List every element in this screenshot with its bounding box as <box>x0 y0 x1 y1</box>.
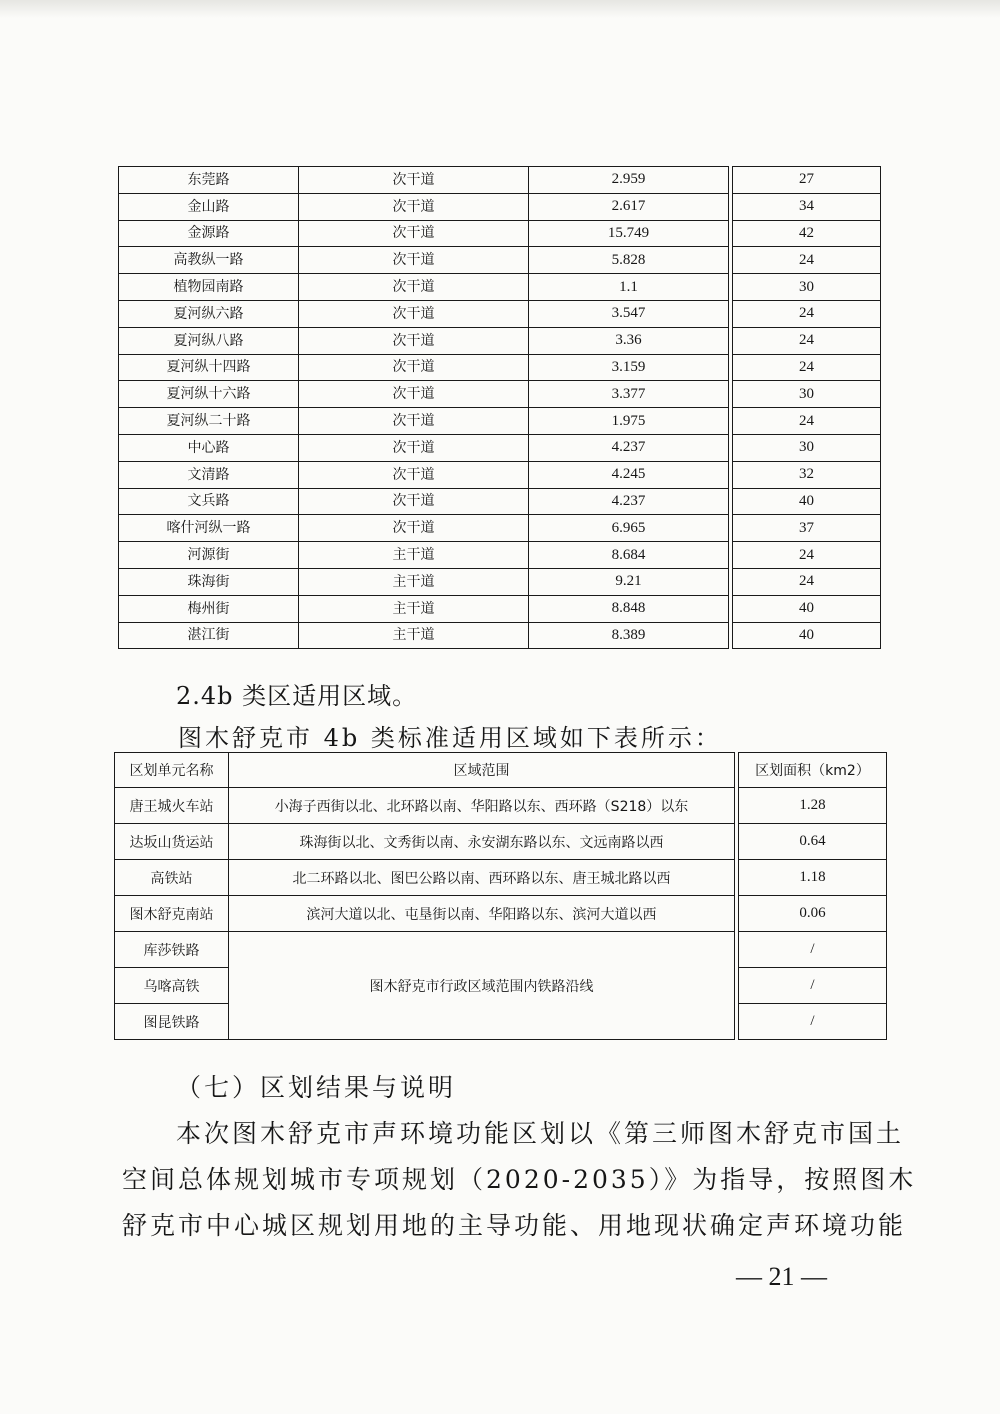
table-row <box>119 300 881 327</box>
range-cell: 珠海街以北、文秀街以南、永安湖东路以东、文远南路以西 <box>229 824 735 860</box>
road-width-cell: 40 <box>733 488 881 515</box>
road-length-cell: 4.245 <box>529 461 729 488</box>
road-grade-cell: 主干道 <box>299 568 529 595</box>
road-grade-cell: 次干道 <box>299 247 529 274</box>
section-7-heading: （七）区划结果与说明 <box>176 1073 457 1102</box>
road-grade-cell: 次干道 <box>299 167 529 194</box>
paragraph-line-2: 空间总体规划城市专项规划（2020-2035）》为指导，按照图木 <box>122 1165 917 1194</box>
road-length-cell: 3.377 <box>529 381 729 408</box>
road-grade-cell: 主干道 <box>299 542 529 569</box>
unit-cell: 图木舒克南站 <box>115 896 229 932</box>
unit-cell: 库莎铁路 <box>115 932 229 968</box>
road-name-cell: 珠海街 <box>119 568 299 595</box>
unit-cell: 图昆铁路 <box>115 1004 229 1040</box>
table-row <box>119 542 881 569</box>
road-width-cell: 34 <box>733 193 881 220</box>
road-width-cell: 32 <box>733 461 881 488</box>
road-length-cell: 5.828 <box>529 247 729 274</box>
road-name-cell: 文兵路 <box>119 488 299 515</box>
area-cell: 1.18 <box>739 860 887 896</box>
road-width-cell: 24 <box>733 542 881 569</box>
range-cell: 小海子西街以北、北环路以南、华阳路以东、西环路（S218）以东 <box>229 788 735 824</box>
table-row <box>119 193 881 220</box>
unit-cell: 乌喀高铁 <box>115 968 229 1004</box>
road-width-cell: 24 <box>733 247 881 274</box>
header-range: 区域范围 <box>229 753 735 788</box>
unit-cell: 高铁站 <box>115 860 229 896</box>
road-width-cell: 24 <box>733 408 881 435</box>
road-name-cell: 高教纵一路 <box>119 247 299 274</box>
header-area: 区划面积（km2） <box>739 753 887 788</box>
range-cell: 北二环路以北、图巴公路以南、西环路以东、唐王城北路以西 <box>229 860 735 896</box>
table-row <box>119 434 881 461</box>
road-width-cell: 24 <box>733 327 881 354</box>
road-name-cell: 喀什河纵一路 <box>119 515 299 542</box>
road-length-cell: 2.959 <box>529 167 729 194</box>
road-length-cell: 9.21 <box>529 568 729 595</box>
road-length-cell: 8.389 <box>529 622 729 649</box>
road-name-cell: 夏河纵六路 <box>119 300 299 327</box>
road-length-cell: 3.547 <box>529 300 729 327</box>
table-row <box>115 896 887 932</box>
table-row <box>115 788 887 824</box>
road-name-cell: 中心路 <box>119 434 299 461</box>
road-width-cell: 30 <box>733 434 881 461</box>
table-row <box>115 860 887 896</box>
table-row <box>119 220 881 247</box>
scan-top-shadow <box>0 0 1000 18</box>
road-grade-cell: 次干道 <box>299 488 529 515</box>
road-name-cell: 夏河纵二十路 <box>119 408 299 435</box>
area-cell: / <box>739 1004 887 1040</box>
area-cell: 0.06 <box>739 896 887 932</box>
road-width-cell: 40 <box>733 595 881 622</box>
road-name-cell: 夏河纵十六路 <box>119 381 299 408</box>
road-length-cell: 1.1 <box>529 274 729 301</box>
table-row <box>119 381 881 408</box>
range-cell: 滨河大道以北、屯垦街以南、华阳路以东、滨河大道以西 <box>229 896 735 932</box>
road-name-cell: 金山路 <box>119 193 299 220</box>
unit-cell: 唐王城火车站 <box>115 788 229 824</box>
road-length-cell: 4.237 <box>529 434 729 461</box>
road-grade-cell: 次干道 <box>299 354 529 381</box>
road-name-cell: 湛江街 <box>119 622 299 649</box>
railway-range-cell: 图木舒克市行政区域范围内铁路沿线 <box>229 932 735 1040</box>
table-row <box>115 824 887 860</box>
zone-table <box>114 752 887 1040</box>
road-width-cell: 30 <box>733 381 881 408</box>
section-heading: 2.4b 类区适用区域。 <box>176 682 418 710</box>
road-grade-cell: 次干道 <box>299 515 529 542</box>
table-row <box>119 274 881 301</box>
road-length-cell: 3.36 <box>529 327 729 354</box>
road-grade-cell: 次干道 <box>299 193 529 220</box>
road-name-cell: 河源街 <box>119 542 299 569</box>
road-grade-cell: 次干道 <box>299 381 529 408</box>
road-grade-cell: 次干道 <box>299 300 529 327</box>
road-length-cell: 2.617 <box>529 193 729 220</box>
road-grade-cell: 次干道 <box>299 434 529 461</box>
road-width-cell: 30 <box>733 274 881 301</box>
zone-table-header-row <box>115 753 887 788</box>
area-cell: / <box>739 932 887 968</box>
paragraph-line-1: 本次图木舒克市声环境功能区划以《第三师图木舒克市国土 <box>176 1119 905 1148</box>
road-width-cell: 27 <box>733 167 881 194</box>
road-name-cell: 夏河纵十四路 <box>119 354 299 381</box>
table-row <box>119 408 881 435</box>
road-name-cell: 文清路 <box>119 461 299 488</box>
road-length-cell: 15.749 <box>529 220 729 247</box>
area-cell: / <box>739 968 887 1004</box>
table-row <box>115 932 887 968</box>
header-unit: 区划单元名称 <box>115 753 229 788</box>
table-row <box>119 488 881 515</box>
road-name-cell: 金源路 <box>119 220 299 247</box>
road-width-cell: 37 <box>733 515 881 542</box>
road-width-cell: 24 <box>733 568 881 595</box>
table-row <box>119 327 881 354</box>
road-length-cell: 1.975 <box>529 408 729 435</box>
road-name-cell: 梅州街 <box>119 595 299 622</box>
paragraph-line-3: 舒克市中心城区规划用地的主导功能、用地现状确定声环境功能 <box>122 1211 907 1240</box>
table-row <box>119 595 881 622</box>
road-width-cell: 24 <box>733 354 881 381</box>
road-grade-cell: 次干道 <box>299 408 529 435</box>
table-row <box>119 515 881 542</box>
road-length-cell: 3.159 <box>529 354 729 381</box>
road-width-cell: 40 <box>733 622 881 649</box>
road-length-cell: 6.965 <box>529 515 729 542</box>
road-length-cell: 8.684 <box>529 542 729 569</box>
table-row <box>119 167 881 194</box>
road-grade-cell: 次干道 <box>299 461 529 488</box>
table-row <box>119 461 881 488</box>
unit-cell: 达坂山货运站 <box>115 824 229 860</box>
road-grade-cell: 主干道 <box>299 595 529 622</box>
page-number: — 21 — <box>736 1262 827 1291</box>
road-grade-cell: 次干道 <box>299 274 529 301</box>
road-name-cell: 夏河纵八路 <box>119 327 299 354</box>
road-length-cell: 8.848 <box>529 595 729 622</box>
road-width-cell: 24 <box>733 300 881 327</box>
road-length-cell: 4.237 <box>529 488 729 515</box>
road-grade-cell: 次干道 <box>299 327 529 354</box>
table-row <box>119 354 881 381</box>
road-width-cell: 42 <box>733 220 881 247</box>
table-row <box>119 568 881 595</box>
road-grade-cell: 主干道 <box>299 622 529 649</box>
table-intro: 图木舒克市 4b 类标准适用区域如下表所示： <box>178 724 722 752</box>
table-row <box>119 247 881 274</box>
table-row <box>119 622 881 649</box>
road-name-cell: 植物园南路 <box>119 274 299 301</box>
area-cell: 1.28 <box>739 788 887 824</box>
area-cell: 0.64 <box>739 824 887 860</box>
road-name-cell: 东莞路 <box>119 167 299 194</box>
road-grade-cell: 次干道 <box>299 220 529 247</box>
road-table <box>118 166 881 649</box>
